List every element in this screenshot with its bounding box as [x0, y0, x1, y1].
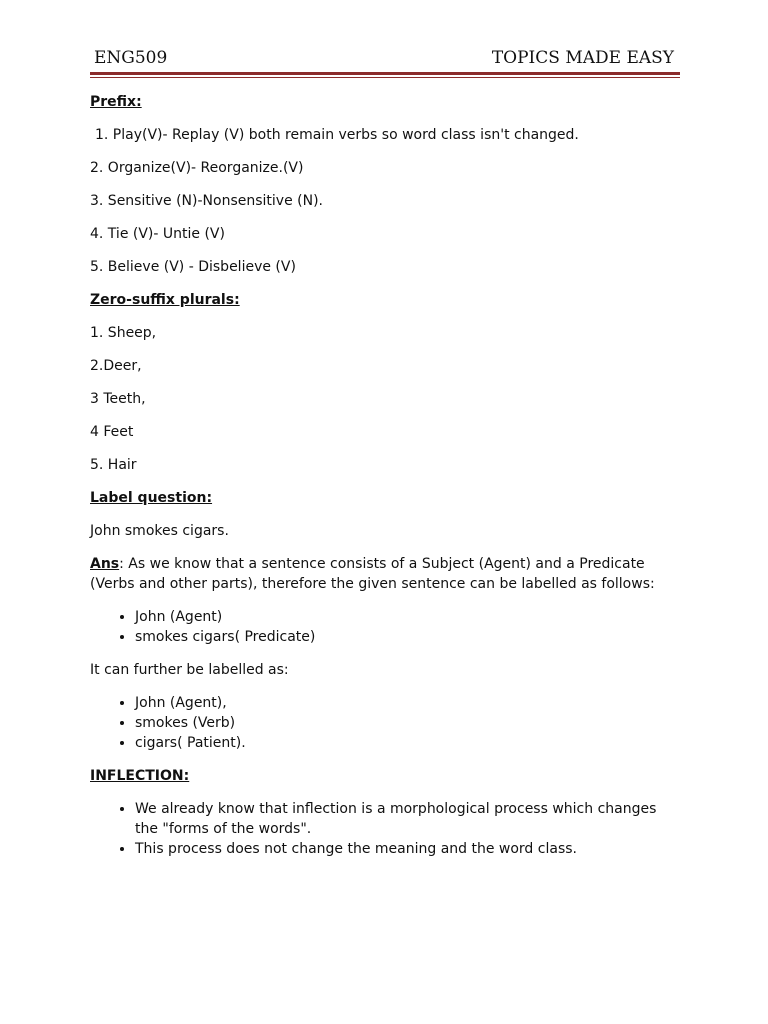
- list-item: • cigars( Patient).: [135, 733, 680, 753]
- prefix-item: 2. Organize(V)- Reorganize.(V): [90, 160, 304, 176]
- header-rule-thick: [90, 72, 680, 75]
- list-item: • This process does not change the meaning and the word class.: [135, 839, 680, 859]
- answer-paragraph: [90, 554, 680, 594]
- zero-suffix-heading: Zero-suffix plurals:: [90, 292, 240, 308]
- answer-label: Ans: [90, 556, 120, 572]
- list-item: • John (Agent): [135, 607, 680, 627]
- label-list-2: [90, 693, 680, 753]
- document-body: [90, 92, 680, 872]
- zero-suffix-item: 4 Feet: [90, 424, 134, 440]
- further-label-text: It can further be labelled as:: [90, 662, 289, 678]
- page-header: [90, 48, 678, 72]
- inflection-heading: INFLECTION:: [90, 768, 190, 784]
- zero-suffix-item: 1. Sheep,: [90, 325, 157, 341]
- example-sentence: John smokes cigars.: [90, 523, 229, 539]
- label-question-heading: Label question:: [90, 490, 213, 506]
- zero-suffix-item: 3 Teeth,: [90, 391, 146, 407]
- list-item: • We already know that inflection is a morphological process which changes the "forms of the words".: [135, 799, 680, 839]
- prefix-item: 1. Play(V)- Replay (V) both remain verbs so word class isn't changed.: [95, 127, 579, 143]
- zero-suffix-item: 2.Deer,: [90, 358, 142, 374]
- header-title: TOPICS MADE EASY: [491, 48, 674, 68]
- course-code: ENG509: [94, 48, 168, 68]
- list-item: • John (Agent),: [135, 693, 680, 713]
- list-item: • smokes cigars( Predicate): [135, 627, 680, 647]
- prefix-heading: Prefix:: [90, 94, 142, 110]
- prefix-item: 3. Sensitive (N)-Nonsensitive (N).: [90, 193, 323, 209]
- list-item: • smokes (Verb): [135, 713, 680, 733]
- label-list-1: [90, 607, 680, 647]
- header-rule-thin: [90, 77, 680, 78]
- inflection-list: [90, 799, 680, 859]
- prefix-item: 5. Believe (V) - Disbelieve (V): [90, 259, 296, 275]
- prefix-item: 4. Tie (V)- Untie (V): [90, 226, 225, 242]
- answer-text: : As we know that a sentence consists of a Subject (Agent) and a Predicate (Verbs and other parts), therefore the given sentence can be labelled as follows:: [90, 556, 655, 592]
- zero-suffix-item: 5. Hair: [90, 457, 137, 473]
